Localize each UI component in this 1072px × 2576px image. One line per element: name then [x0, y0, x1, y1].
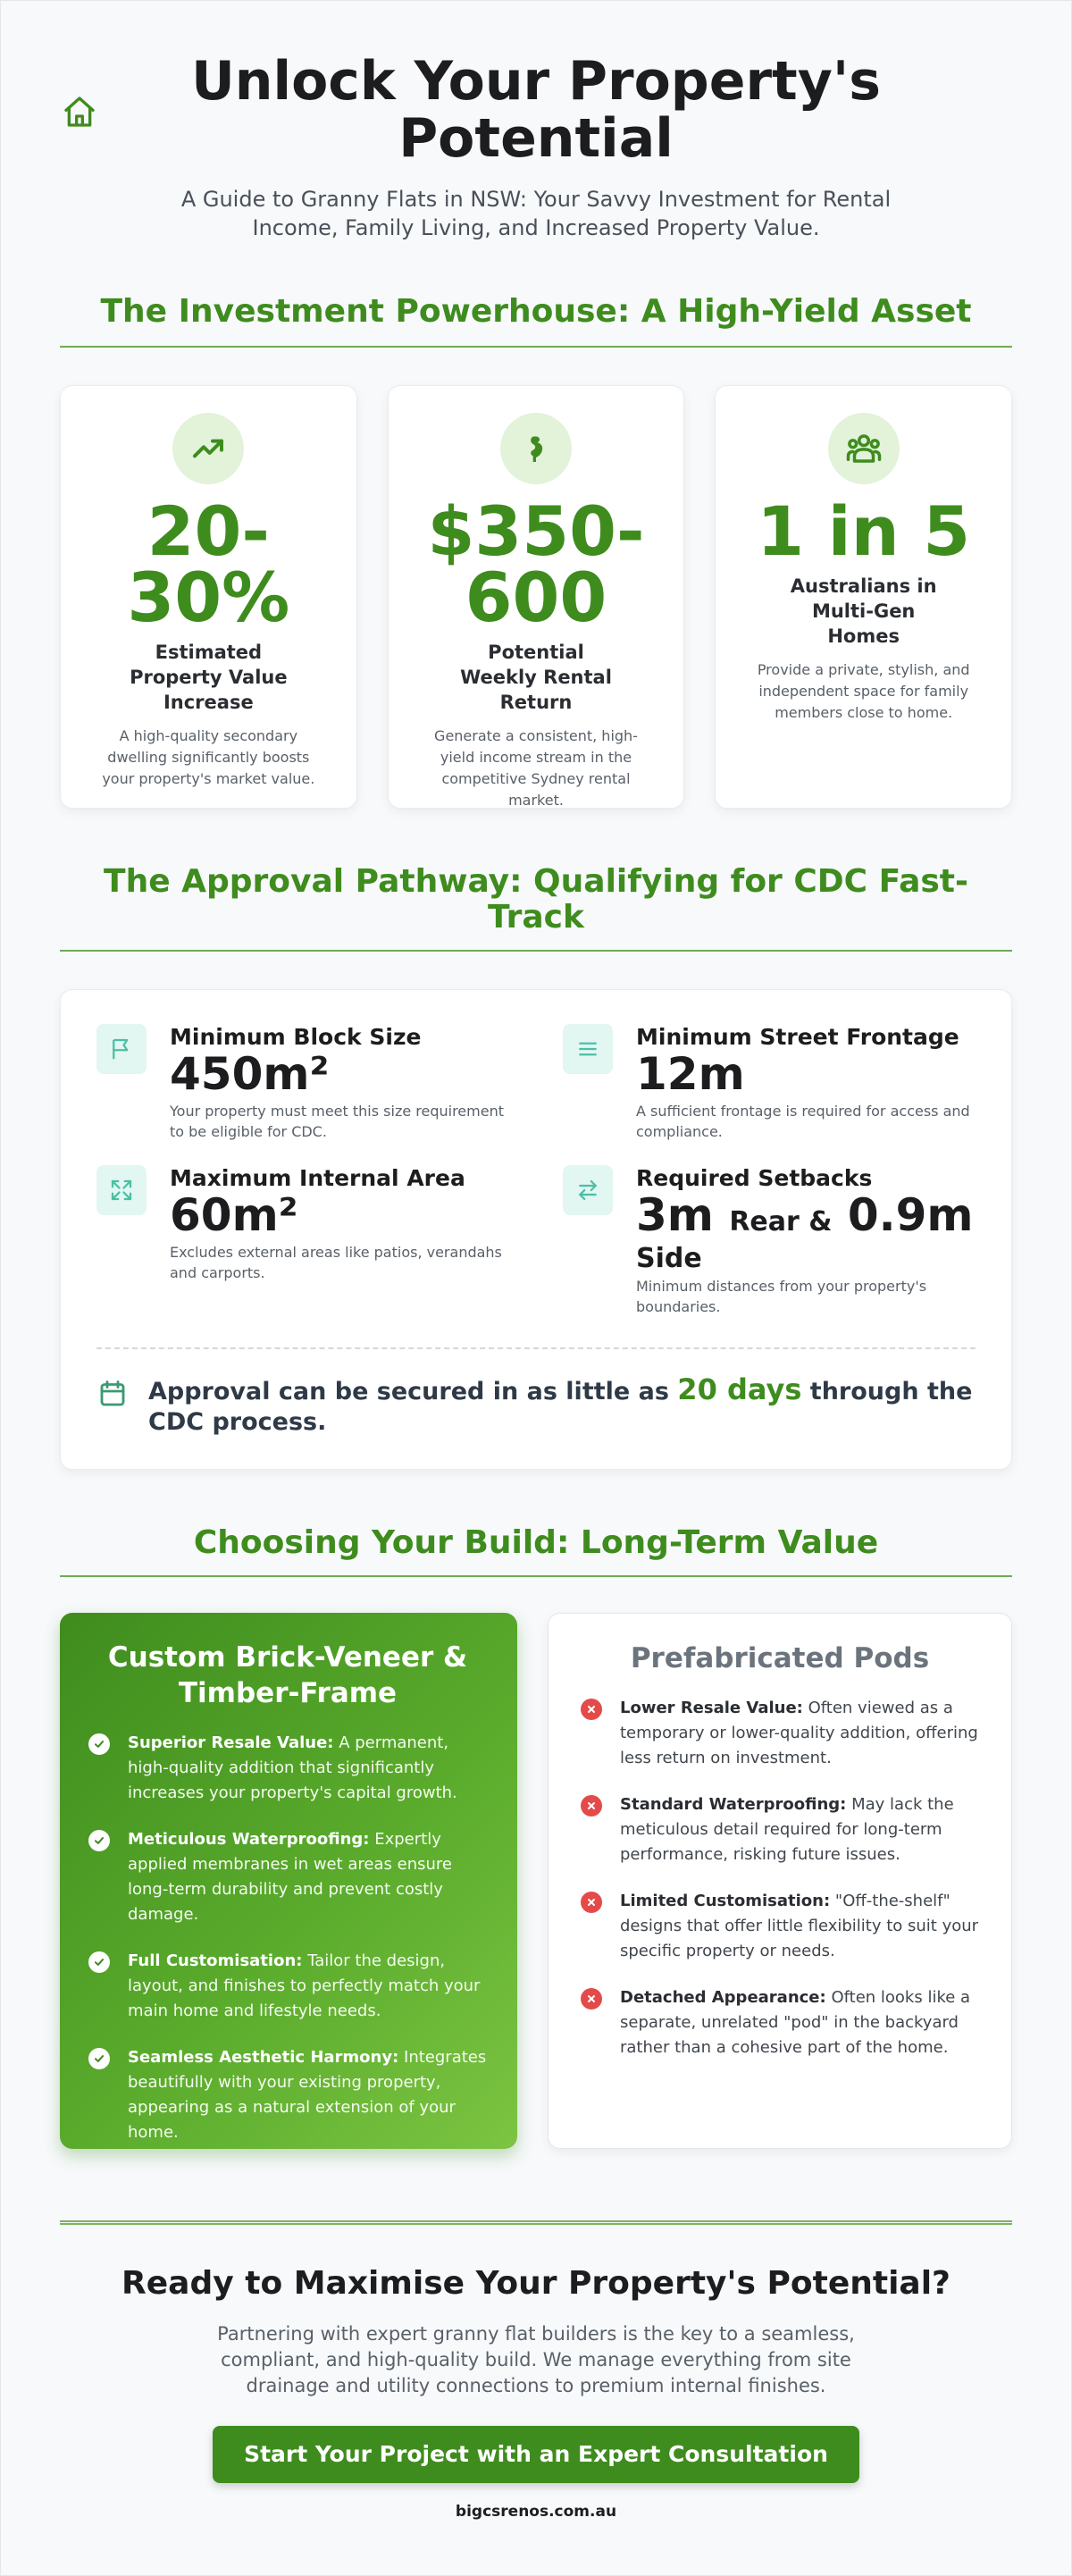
stat-value: $350-600: [427, 491, 645, 637]
lines-icon: [563, 1024, 613, 1074]
approval-title: The Approval Pathway: Qualifying for CDC Fast-Track: [104, 863, 968, 936]
criterion-description: Your property must meet this size requirement to be eligible for CDC.: [170, 1103, 504, 1140]
cta-title: Ready to Maximise Your Property's Potential?: [121, 2265, 951, 2302]
check-icon: [88, 1733, 110, 1755]
criterion-block-size: [96, 1024, 509, 1142]
stat-description: Generate a consistent, high-yield income stream in the competitive Sydney rental market.: [434, 727, 638, 809]
check-icon: [88, 1830, 110, 1851]
criterion-description: Excludes external areas like patios, verandahs and carports.: [170, 1244, 502, 1281]
approval-text: [148, 1374, 976, 1438]
cta-section: [60, 2264, 1012, 2521]
stat-description: A high-quality secondary dwelling significantly boosts your property's market value.: [102, 727, 315, 787]
criterion-setbacks: [563, 1165, 976, 1317]
criterion-value: 450m²: [170, 1048, 330, 1100]
criteria-grid: [96, 1024, 976, 1317]
list-item: [581, 1696, 979, 1771]
criterion-title: Minimum Block Size: [170, 1024, 422, 1050]
dashed-divider: [96, 1347, 976, 1349]
point-text: Lower Resale Value: Often viewed as a temporary or lower-quality addition, offering less return on investment.: [620, 1699, 978, 1767]
stat-description: Provide a private, stylish, and independent space for family members close to home.: [757, 661, 970, 721]
footer-divider: [60, 2220, 1012, 2225]
stat-label: Australians in Multi-Gen Homes: [790, 575, 937, 647]
setback-side-value: 0.9m: [847, 1189, 974, 1241]
point-text: Standard Waterproofing: May lack the meticulous detail required for long-term performance, risking future issues.: [620, 1795, 954, 1864]
approval-suffix: through the CDC process.: [148, 1378, 973, 1436]
home-icon: [62, 94, 97, 130]
custom-title: Custom Brick-Veneer & Timber-Frame: [107, 1641, 468, 1709]
criteria-card: [60, 989, 1012, 1470]
section-divider: [60, 346, 1012, 348]
list-item: [581, 1889, 979, 1964]
people-icon: [828, 413, 900, 484]
list-item: [581, 1985, 979, 2060]
cross-icon: [581, 1892, 602, 1913]
section-divider: [60, 950, 1012, 952]
criterion-title: Minimum Street Frontage: [636, 1024, 959, 1050]
check-icon: [88, 2048, 110, 2069]
prefab-points: [581, 1696, 979, 2060]
calendar-icon: [96, 1378, 129, 1410]
trending-up-icon: [172, 413, 244, 484]
cta-text: Partnering with expert granny flat builders is the key to a seamless, compliant, and high-quality build. We manage everything from site drainage and utility connections to premium internal finishes.: [217, 2323, 855, 2396]
stat-label: Potential Weekly Rental Return: [460, 642, 612, 713]
page-subtitle: A Guide to Granny Flats in NSW: Your Savvy Investment for Rental Income, Family Living, and Increased Property Value.: [180, 187, 892, 240]
cross-icon: [581, 1699, 602, 1720]
stat-card-multi-gen: [715, 385, 1012, 809]
criterion-title: Required Setbacks: [636, 1165, 873, 1191]
comparison-row: [60, 1613, 1012, 2149]
criterion-internal-area: [96, 1165, 509, 1317]
website-link[interactable]: bigcsrenos.com.au: [455, 2503, 617, 2521]
currency-icon: [500, 413, 572, 484]
criterion-description: A sufficient frontage is required for access and compliance.: [636, 1103, 970, 1140]
point-text: Meticulous Waterproofing: Expertly applied membranes in wet areas ensure long-term durability and prevent costly damage.: [128, 1830, 452, 1924]
approval-note: [96, 1374, 976, 1438]
stat-card-value-increase: [60, 385, 357, 809]
criterion-description: Minimum distances from your property's boundaries.: [636, 1278, 927, 1315]
criterion-title: Maximum Internal Area: [170, 1165, 465, 1191]
setback-rear-value: 3m: [636, 1189, 714, 1241]
approval-highlight: 20 days: [677, 1372, 802, 1406]
point-text: Limited Customisation: "Off-the-shelf" designs that offer little flexibility to suit your specific property or needs.: [620, 1892, 979, 1960]
criterion-value: 60m²: [170, 1189, 298, 1241]
stat-value: 1 in 5: [757, 491, 971, 571]
point-text: Detached Appearance: Often looks like a separate, unrelated "pod" in the backyard rather than a cohesive part of the home.: [620, 1988, 971, 2057]
investment-title: The Investment Powerhouse: A High-Yield Asset: [100, 293, 972, 330]
stat-label: Estimated Property Value Increase: [130, 642, 288, 713]
stats-row: [60, 385, 1012, 809]
list-item: [88, 1827, 487, 1927]
approval-prefix: Approval can be secured in as little as: [148, 1378, 669, 1405]
page-title: Unlock Your Property's Potential: [191, 50, 881, 170]
consultation-button[interactable]: Start Your Project with an Expert Consultation: [213, 2426, 859, 2483]
flag-icon: [96, 1024, 147, 1074]
build-title: Choosing Your Build: Long-Term Value: [193, 1524, 879, 1561]
cross-icon: [581, 1795, 602, 1817]
arrows-icon: [563, 1165, 613, 1215]
criterion-street-frontage: [563, 1024, 976, 1142]
criterion-value: 12m: [636, 1048, 745, 1100]
point-text: Full Customisation: Tailor the design, layout, and finishes to perfectly match your main home and lifestyle needs.: [128, 1951, 481, 2020]
list-item: [581, 1792, 979, 1867]
point-text: Seamless Aesthetic Harmony: Integrates beautifully with your existing property, appearing as a natural extension of your home.: [128, 2048, 487, 2142]
list-item: [88, 1949, 487, 2024]
custom-build-card: [60, 1613, 517, 2149]
criterion-value: [636, 1189, 976, 1274]
setback-rear-label: Rear &: [729, 1206, 833, 1238]
list-item: [88, 2045, 487, 2145]
setback-side-label: Side: [636, 1243, 702, 1274]
cross-icon: [581, 1988, 602, 2010]
stat-value: 20-30%: [127, 491, 290, 637]
section-divider: [60, 1575, 1012, 1577]
hero: [60, 1, 1012, 242]
expand-icon: [96, 1165, 147, 1215]
prefab-build-card: [548, 1613, 1012, 2149]
custom-points: [88, 1731, 487, 2145]
list-item: [88, 1731, 487, 1806]
point-text: Superior Resale Value: A permanent, high-quality addition that significantly increases your property's capital growth.: [128, 1733, 457, 1802]
stat-card-rental-return: [388, 385, 685, 809]
check-icon: [88, 1951, 110, 1973]
prefab-title: Prefabricated Pods: [630, 1642, 930, 1674]
